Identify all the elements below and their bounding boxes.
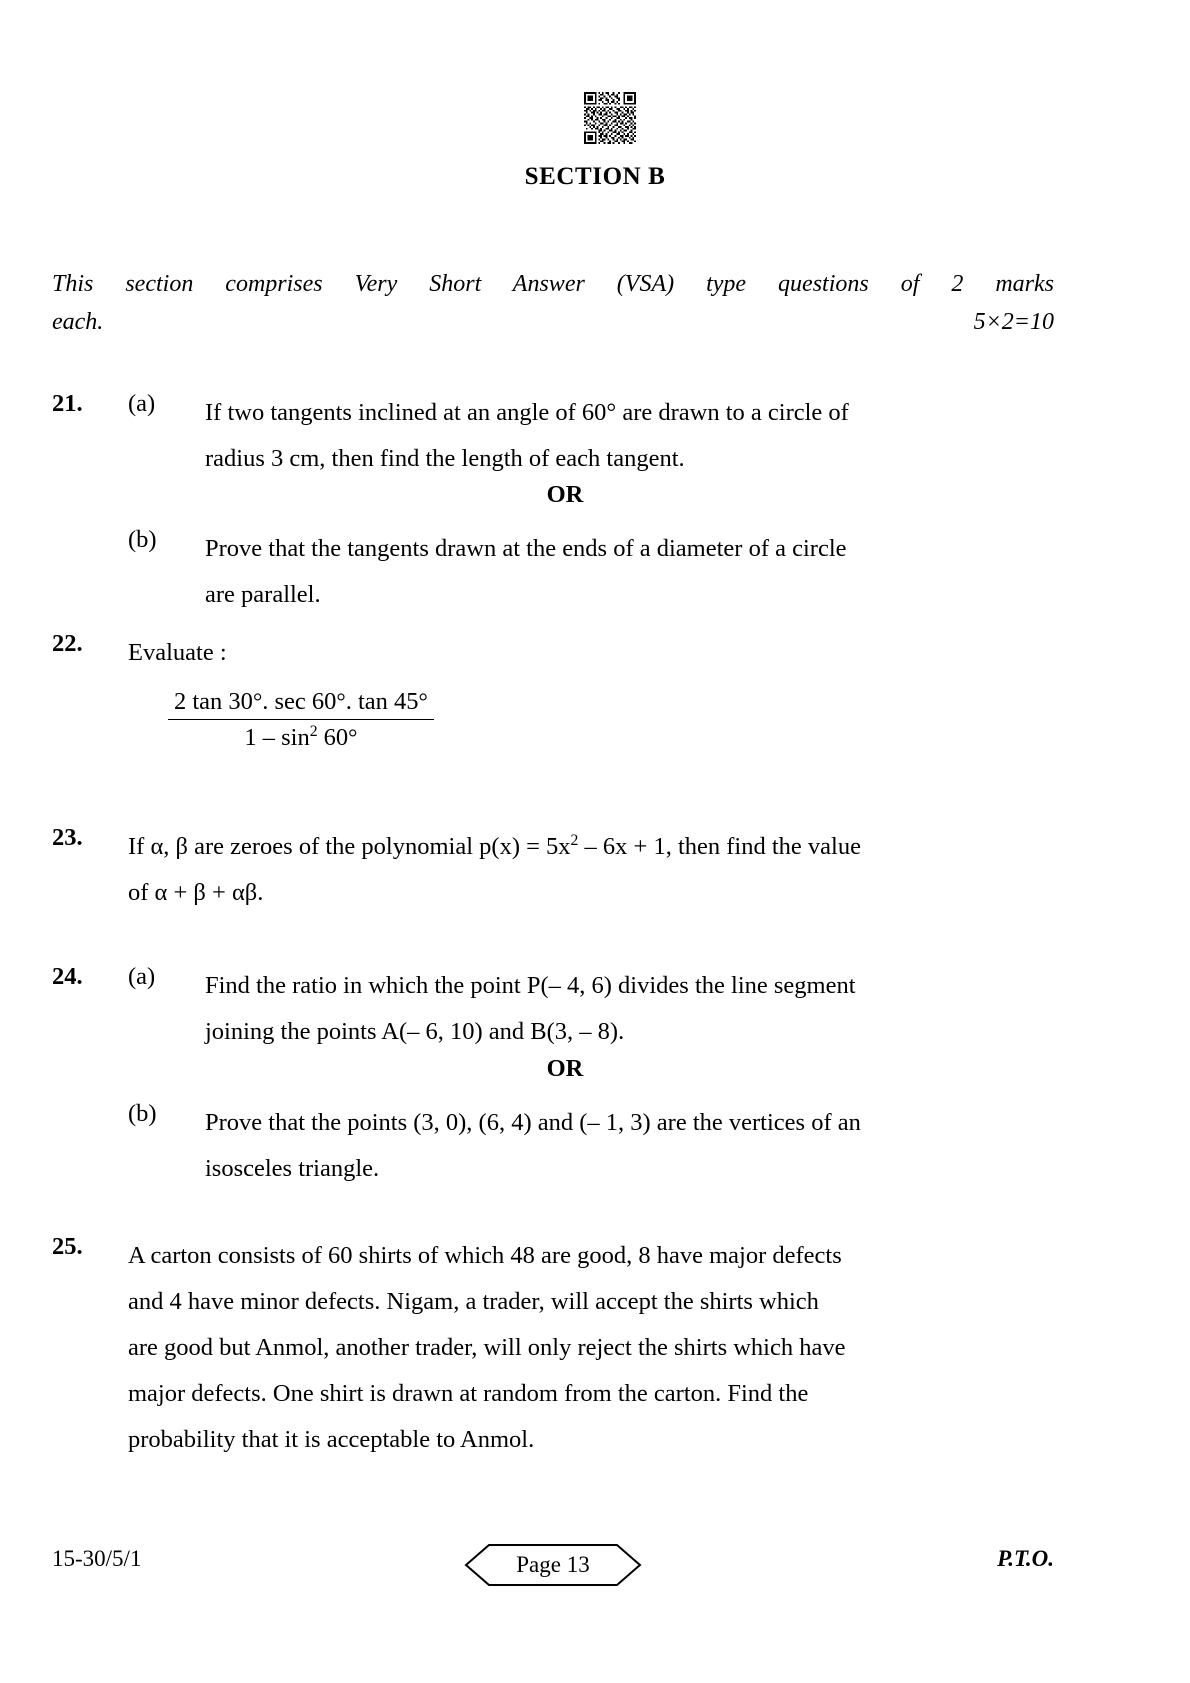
degree-sign-2: ° [336,689,346,715]
question-22-prompt [128,630,996,676]
formula-denominator [168,720,434,752]
instructions-line-2-text: each. [52,309,104,335]
question-number-21: 21. [52,390,83,417]
question-23-line-1 [128,824,996,870]
question-24-part-a-label: (a) [128,963,156,990]
question-21-part-b-text [205,526,995,618]
question-24b-line-1: Prove that the points (3, 0), (6, 4) and (– 1, 3) are the vertices of an [205,1109,861,1136]
qr-code-container [0,92,1190,149]
question-22-prompt-text: Evaluate : [128,639,227,666]
numerator-part-2: . sec 60 [262,688,337,715]
degree-sign-4: ° [348,725,358,751]
question-25-line-3: are good but Anmol, another trader, will only reject the shirts which have [128,1334,846,1361]
question-24-part-a-text [205,963,995,1055]
page-footer [52,1546,1054,1592]
question-21-part-a-text [205,390,995,482]
denominator-part-1: 1 – sin [244,724,310,751]
question-25-line-1: A carton consists of 60 shirts of which 48 are good, 8 have major defects [128,1242,842,1269]
question-25-line-4: major defects. One shirt is drawn at random from the carton. Find the [128,1380,809,1407]
question-24b-line-2: isosceles triangle. [205,1155,380,1182]
section-title: SECTION B [524,163,666,190]
question-24-part-b-text [205,1100,995,1192]
instructions-line-2 [52,303,1054,341]
page-number-badge [464,1543,642,1587]
question-21-part-b-label: (b) [128,526,157,553]
question-23-line-1-pre: If α, β are zeroes of the polynomial p(x) = 5x [128,833,571,860]
question-number-25: 25. [52,1233,83,1260]
question-number-24: 24. [52,963,83,990]
question-21b-line-2: are parallel. [205,581,321,608]
denominator-part-2: 60 [323,724,349,751]
numerator-part-1: 2 tan 30 [174,688,253,715]
numerator-part-3: . tan 45 [345,688,419,715]
question-21-part-a-label: (a) [128,390,156,417]
or-separator-21: OR [546,481,584,508]
question-25-line-2: and 4 have minor defects. Nigam, a trader, will accept the shirts which [128,1288,819,1315]
paper-code: 15-30/5/1 [52,1546,142,1571]
question-25-text [128,1233,996,1463]
degree-sign-3: ° [418,689,428,715]
question-24a-line-2: joining the points A(– 6, 10) and B(3, – 8). [205,1018,625,1045]
question-number-22: 22. [52,630,83,657]
question-22-formula [168,688,434,752]
question-21b-line-1: Prove that the tangents drawn at the ends of a diameter of a circle [205,535,847,562]
question-23-line-2: of α + β + αβ. [128,879,264,906]
pto-label: P.T.O. [997,1546,1054,1571]
question-21a-line-2: radius 3 cm, then find the length of each tangent. [205,445,685,472]
qr-code-icon [584,92,636,144]
question-23-exponent: 2 [570,831,579,849]
question-23-text [128,824,996,916]
question-24-part-b-label: (b) [128,1100,157,1127]
degree-sign-1: ° [252,689,263,715]
question-number-23: 23. [52,824,83,851]
denominator-exponent: 2 [309,722,318,740]
page-number-label: Page 13 [516,1552,590,1577]
instructions-line-1: This section comprises Very Short Answer (VSA) type questions of 2 marks [52,271,1054,297]
formula-numerator [168,688,434,719]
or-separator-24: OR [546,1055,584,1082]
question-25-line-5: probability that it is acceptable to Anmol. [128,1426,535,1453]
section-instructions [52,265,1054,341]
marks-note: 5×2=10 [973,309,1054,335]
question-24a-line-1: Find the ratio in which the point P(– 4, 6) divides the line segment [205,972,856,999]
question-23-line-1-post: – 6x + 1, then find the value [578,833,861,860]
question-21a-line-1: If two tangents inclined at an angle of 60° are drawn to a circle of [205,399,849,426]
